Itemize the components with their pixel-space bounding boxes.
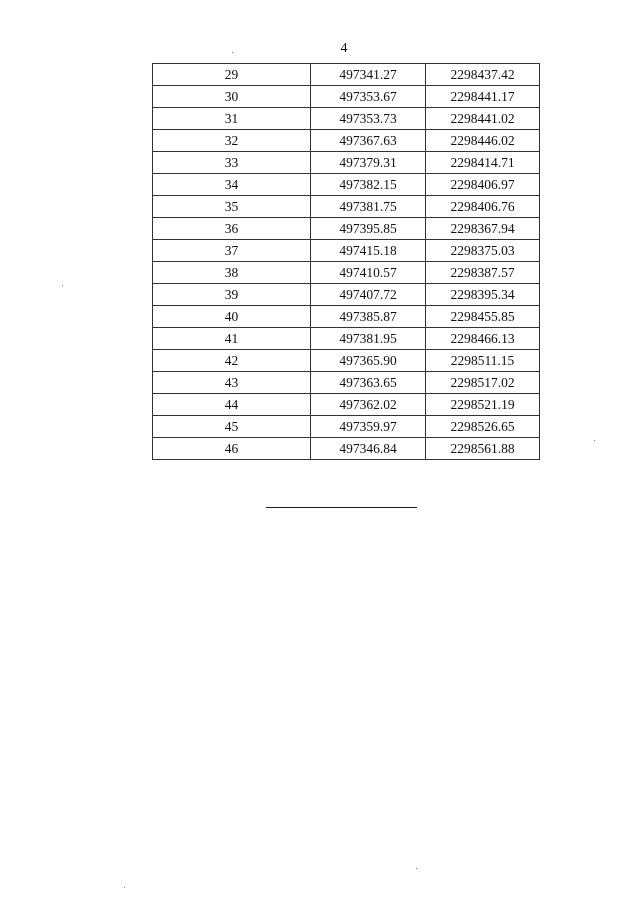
x-coordinate-cell: 497363.65 [311, 372, 426, 394]
y-coordinate-cell: 2298406.76 [426, 196, 540, 218]
y-coordinate-cell: 2298526.65 [426, 416, 540, 438]
point-number-cell: 43 [153, 372, 311, 394]
table-row [153, 108, 540, 130]
table-row [153, 130, 540, 152]
point-number-cell: 38 [153, 262, 311, 284]
page-number: 4 [340, 41, 348, 56]
point-number-cell: 46 [153, 438, 311, 460]
x-coordinate-cell: 497382.15 [311, 174, 426, 196]
y-coordinate-cell: 2298561.88 [426, 438, 540, 460]
coordinates-table [152, 63, 540, 460]
table-row [153, 328, 540, 350]
point-number-cell: 33 [153, 152, 311, 174]
table-row [153, 350, 540, 372]
y-coordinate-cell: 2298367.94 [426, 218, 540, 240]
point-number-cell: 39 [153, 284, 311, 306]
y-coordinate-cell: 2298446.02 [426, 130, 540, 152]
point-number-cell: 32 [153, 130, 311, 152]
y-coordinate-cell: 2298375.03 [426, 240, 540, 262]
point-number-cell: 35 [153, 196, 311, 218]
point-number-cell: 36 [153, 218, 311, 240]
x-coordinate-cell: 497367.63 [311, 130, 426, 152]
x-coordinate-cell: 497407.72 [311, 284, 426, 306]
y-coordinate-cell: 2298395.34 [426, 284, 540, 306]
y-coordinate-cell: 2298455.85 [426, 306, 540, 328]
table-row [153, 416, 540, 438]
x-coordinate-cell: 497359.97 [311, 416, 426, 438]
x-coordinate-cell: 497385.87 [311, 306, 426, 328]
x-coordinate-cell: 497379.31 [311, 152, 426, 174]
point-number-cell: 29 [153, 64, 311, 86]
x-coordinate-cell: 497346.84 [311, 438, 426, 460]
x-coordinate-cell: 497353.67 [311, 86, 426, 108]
table-row [153, 64, 540, 86]
y-coordinate-cell: 2298437.42 [426, 64, 540, 86]
end-of-document-rule [266, 507, 417, 508]
x-coordinate-cell: 497353.73 [311, 108, 426, 130]
table-row [153, 240, 540, 262]
y-coordinate-cell: 2298441.17 [426, 86, 540, 108]
x-coordinate-cell: 497381.95 [311, 328, 426, 350]
table-row [153, 196, 540, 218]
y-coordinate-cell: 2298466.13 [426, 328, 540, 350]
x-coordinate-cell: 497395.85 [311, 218, 426, 240]
scan-speck [416, 868, 417, 869]
table-row [153, 306, 540, 328]
x-coordinate-cell: 497362.02 [311, 394, 426, 416]
point-number-cell: 30 [153, 86, 311, 108]
scan-speck [62, 285, 63, 286]
x-coordinate-cell: 497381.75 [311, 196, 426, 218]
table-row [153, 174, 540, 196]
y-coordinate-cell: 2298521.19 [426, 394, 540, 416]
x-coordinate-cell: 497365.90 [311, 350, 426, 372]
y-coordinate-cell: 2298406.97 [426, 174, 540, 196]
table-row [153, 284, 540, 306]
table-row [153, 218, 540, 240]
point-number-cell: 45 [153, 416, 311, 438]
x-coordinate-cell: 497341.27 [311, 64, 426, 86]
x-coordinate-cell: 497415.18 [311, 240, 426, 262]
scan-speck [594, 440, 595, 441]
scan-speck [124, 887, 125, 888]
table-row [153, 394, 540, 416]
y-coordinate-cell: 2298441.02 [426, 108, 540, 130]
y-coordinate-cell: 2298511.15 [426, 350, 540, 372]
y-coordinate-cell: 2298387.57 [426, 262, 540, 284]
point-number-cell: 37 [153, 240, 311, 262]
table-row [153, 262, 540, 284]
y-coordinate-cell: 2298517.02 [426, 372, 540, 394]
y-coordinate-cell: 2298414.71 [426, 152, 540, 174]
point-number-cell: 34 [153, 174, 311, 196]
table-row [153, 152, 540, 174]
point-number-cell: 44 [153, 394, 311, 416]
table-row [153, 372, 540, 394]
table-row [153, 86, 540, 108]
point-number-cell: 41 [153, 328, 311, 350]
coordinates-table-body [153, 64, 540, 460]
point-number-cell: 31 [153, 108, 311, 130]
x-coordinate-cell: 497410.57 [311, 262, 426, 284]
table-row [153, 438, 540, 460]
scan-speck [232, 52, 233, 53]
point-number-cell: 40 [153, 306, 311, 328]
point-number-cell: 42 [153, 350, 311, 372]
